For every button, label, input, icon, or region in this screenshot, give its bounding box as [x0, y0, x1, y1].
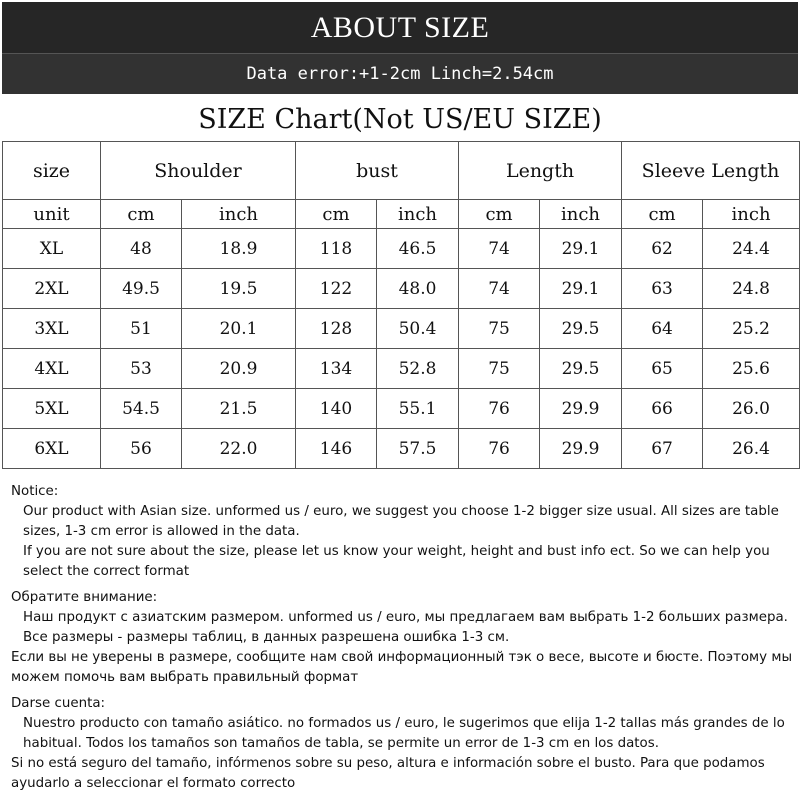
value-cell: 29.5 — [540, 309, 622, 349]
notice-paragraph: Our product with Asian size. unformed us / euro, we suggest you choose 1-2 bigger size usual. All sizes are table sizes, 1-3 cm error is allowed in the data. — [23, 504, 779, 539]
value-cell: 29.9 — [540, 389, 622, 429]
unit-cell: cm — [459, 200, 540, 229]
notice-paragraph: Если вы не уверены в размере, сообщите нам свой информационный тэк о весе, высоте и бюсте. Поэтому мы можем помочь вам выбрать правильный формат — [11, 650, 793, 685]
value-cell: 55.1 — [377, 389, 459, 429]
value-cell: 66 — [622, 389, 703, 429]
notice-paragraph: Наш продукт с азиатским размером. unformed us / euro, мы предлагаем вам выбрать 1-2 больших размера. Все размеры - размеры таблиц, в данных разрешена ошибка 1-3 см. — [23, 610, 788, 645]
banner-subtitle: Data error:+1-2cm Linch=2.54cm — [2, 54, 798, 94]
value-cell: 53 — [101, 349, 182, 389]
value-cell: 56 — [101, 429, 182, 469]
value-cell: 122 — [296, 269, 377, 309]
value-cell: 140 — [296, 389, 377, 429]
value-cell: 19.5 — [182, 269, 296, 309]
notice-paragraph: Si no está seguro del tamaño, infórmenos sobre su peso, altura e información sobre el busto. Para que podamos ayudarlo a seleccionar el formato correcto — [11, 756, 765, 791]
value-cell: 118 — [296, 229, 377, 269]
banner-title: ABOUT SIZE — [2, 2, 798, 54]
value-cell: 65 — [622, 349, 703, 389]
value-cell: 29.5 — [540, 349, 622, 389]
value-cell: 26.0 — [703, 389, 800, 429]
table-row — [3, 389, 800, 429]
value-cell: 54.5 — [101, 389, 182, 429]
size-cell: XL — [3, 229, 101, 269]
value-cell: 25.2 — [703, 309, 800, 349]
value-cell: 22.0 — [182, 429, 296, 469]
value-cell: 29.9 — [540, 429, 622, 469]
header-length: Length — [459, 142, 622, 200]
value-cell: 134 — [296, 349, 377, 389]
table-row — [3, 309, 800, 349]
value-cell: 75 — [459, 309, 540, 349]
size-chart-title: SIZE Chart(Not US/EU SIZE) — [198, 103, 602, 135]
notice-paragraph: If you are not sure about the size, please let us know your weight, height and bust info ect. So we can help you select the correct format — [23, 544, 770, 579]
notice-paragraph: Nuestro producto con tamaño asiático. no formados us / euro, le sugerimos que elija 1-2 tallas más grandes de lo habitual. Todos los tamaños son tamaños de tabla, se permite un error de 1-3 cm en los datos. — [23, 716, 785, 751]
notice-heading: Notice: — [11, 484, 59, 499]
value-cell: 29.1 — [540, 269, 622, 309]
value-cell: 48 — [101, 229, 182, 269]
unit-cell: inch — [540, 200, 622, 229]
table-row — [3, 269, 800, 309]
table-row — [3, 429, 800, 469]
notice-spanish — [11, 694, 795, 794]
value-cell: 51 — [101, 309, 182, 349]
unit-cell: inch — [377, 200, 459, 229]
unit-cell: inch — [182, 200, 296, 229]
value-cell: 74 — [459, 229, 540, 269]
unit-label: unit — [3, 200, 101, 229]
value-cell: 76 — [459, 389, 540, 429]
value-cell: 21.5 — [182, 389, 296, 429]
unit-cell: inch — [703, 200, 800, 229]
value-cell: 46.5 — [377, 229, 459, 269]
value-cell: 25.6 — [703, 349, 800, 389]
notes-section — [11, 482, 795, 800]
value-cell: 52.8 — [377, 349, 459, 389]
size-table — [2, 141, 800, 469]
value-cell: 62 — [622, 229, 703, 269]
value-cell: 63 — [622, 269, 703, 309]
notice-heading: Darse cuenta: — [11, 696, 106, 711]
value-cell: 29.1 — [540, 229, 622, 269]
header-size: size — [3, 142, 101, 200]
value-cell: 49.5 — [101, 269, 182, 309]
value-cell: 24.8 — [703, 269, 800, 309]
table-unit-row — [3, 200, 800, 229]
header-shoulder: Shoulder — [101, 142, 296, 200]
value-cell: 20.1 — [182, 309, 296, 349]
value-cell: 128 — [296, 309, 377, 349]
size-cell: 2XL — [3, 269, 101, 309]
value-cell: 18.9 — [182, 229, 296, 269]
unit-cell: cm — [296, 200, 377, 229]
unit-cell: cm — [622, 200, 703, 229]
value-cell: 50.4 — [377, 309, 459, 349]
notice-english — [11, 482, 795, 582]
header-bust: bust — [296, 142, 459, 200]
value-cell: 76 — [459, 429, 540, 469]
value-cell: 146 — [296, 429, 377, 469]
size-cell: 4XL — [3, 349, 101, 389]
value-cell: 20.9 — [182, 349, 296, 389]
header-sleeve-length: Sleeve Length — [622, 142, 800, 200]
size-cell: 6XL — [3, 429, 101, 469]
table-row — [3, 349, 800, 389]
value-cell: 74 — [459, 269, 540, 309]
value-cell: 75 — [459, 349, 540, 389]
notice-russian — [11, 588, 795, 688]
table-row — [3, 229, 800, 269]
value-cell: 57.5 — [377, 429, 459, 469]
value-cell: 26.4 — [703, 429, 800, 469]
size-cell: 5XL — [3, 389, 101, 429]
table-header-row — [3, 142, 800, 200]
value-cell: 48.0 — [377, 269, 459, 309]
value-cell: 24.4 — [703, 229, 800, 269]
value-cell: 67 — [622, 429, 703, 469]
value-cell: 64 — [622, 309, 703, 349]
notice-heading: Обратите внимание: — [11, 590, 158, 605]
size-cell: 3XL — [3, 309, 101, 349]
unit-cell: cm — [101, 200, 182, 229]
